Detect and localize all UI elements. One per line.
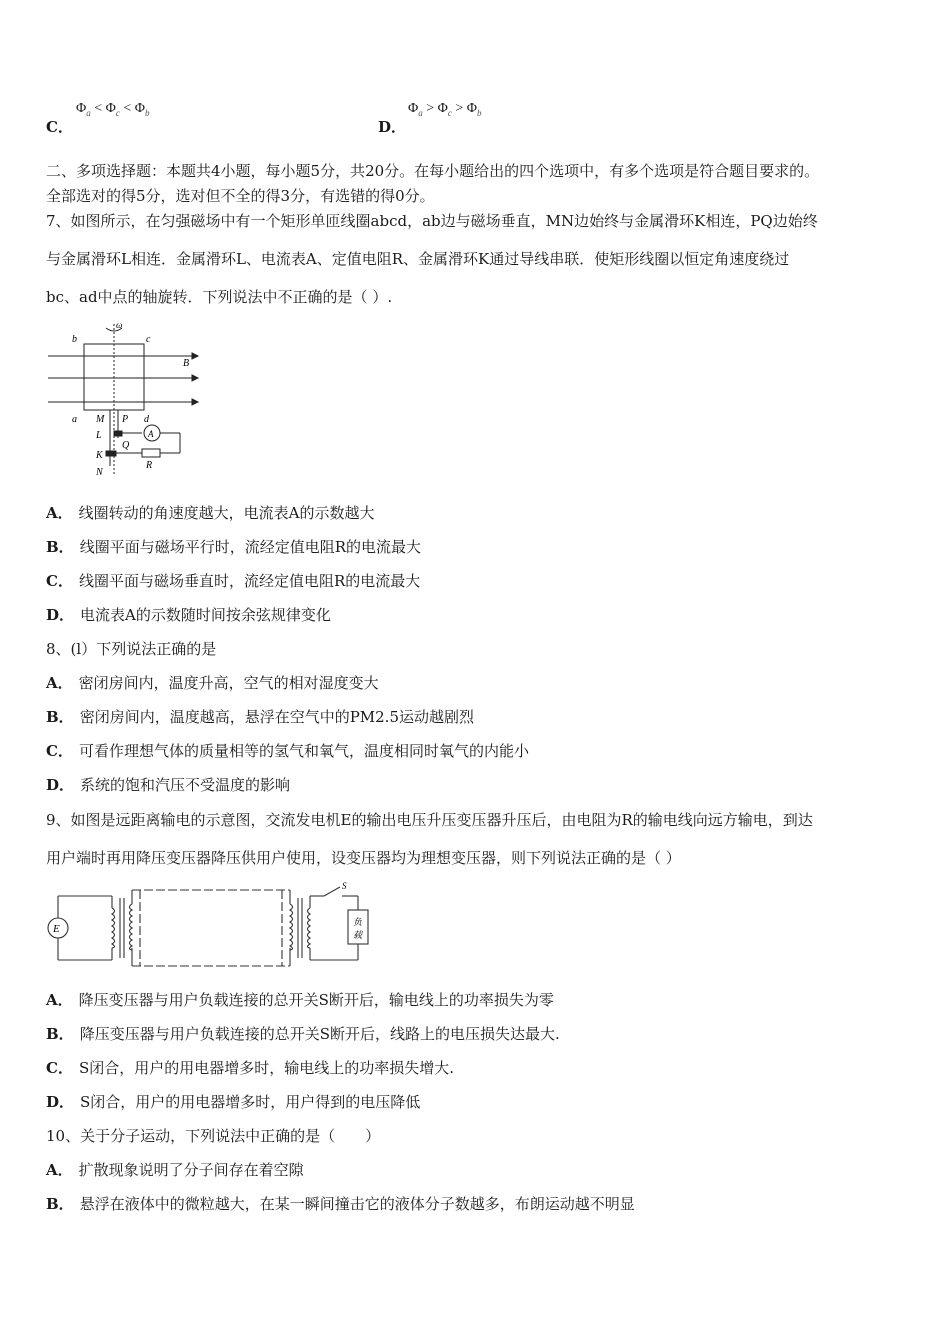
fig7-label-R: R [146,460,153,471]
fig7-label-d: d [144,414,149,425]
fig9-switch-label: S [342,881,347,891]
q7-stem-line2: 与金属滑环L相连．金属滑环L、电流表A、定值电阻R、金属滑环K通过导线串联．使矩形线圈以恒定角速度绕过 [46,250,790,268]
q7-coil-figure [44,318,204,478]
fig7-label-N: N [96,467,103,478]
fig7-label-P: P [122,414,129,425]
q9-option-a: A． 降压变压器与用户负载连接的总开关S断开后，输电线上的功率损失为零 [46,991,554,1009]
fig7-label-ammeter: A [148,429,154,439]
section2-line1: 二、多项选择题：本题共4小题，每小题5分，共20分。在每小题给出的四个选项中，有多个选项是符合题目要求的。 [46,162,820,180]
q7-option-b: B． 线圈平面与磁场平行时，流经定值电阻R的电流最大 [46,538,421,556]
q9-stem-line1: 9、如图是远距离输电的示意图，交流发电机E的输出电压升压变压器升压后，由电阻为R的输电线向远方输电，到达 [46,811,813,829]
fig7-label-c: c [146,334,151,345]
q9-option-b: B． 降压变压器与用户负载连接的总开关S断开后，线路上的电压损失达最大. [46,1025,560,1043]
fig7-label-field: B [183,358,190,369]
q8-option-a: A． 密闭房间内，温度升高，空气的相对湿度变大 [46,674,379,692]
fig9-generator-label: E [53,923,60,935]
q8-option-c: C． 可看作理想气体的质量相等的氢气和氧气，温度相同时氧气的内能小 [46,742,529,760]
fig7-label-M: M [96,414,105,425]
fig7-label-L: L [96,430,102,441]
q10-option-a: A． 扩散现象说明了分子间存在着空隙 [46,1161,304,1179]
q10-option-b: B． 悬浮在液体中的微粒越大，在某一瞬间撞击它的液体分子数越多，布朗运动越不明显 [46,1195,635,1213]
fig7-label-K: K [96,450,103,461]
q9-option-c: C． S闭合，用户的用电器增多时，输电线上的功率损失增大. [46,1059,454,1077]
q9-option-d: D． S闭合，用户的用电器增多时，用户得到的电压降低 [46,1093,421,1111]
q6-option-c-label: C． [46,118,73,136]
q7-option-a: A． 线圈转动的角速度越大，电流表A的示数越大 [46,504,375,522]
q7-option-d: D． 电流表A的示数随时间按余弦规律变化 [46,606,331,624]
q7-stem-line1: 7、如图所示，在匀强磁场中有一个矩形单匝线圈abcd，ab边与磁场垂直，MN边始终与金属滑环K相连，PQ边始终 [46,212,818,230]
q6-option-d-formula: $\Phi_a > \Phi_c > \Phi_b$ [408,101,482,118]
q8-stem: 8、(l）下列说法正确的是 [46,640,217,658]
section2-line2: 全部选对的得5分，选对但不全的得3分，有选错的得0分。 [46,187,435,205]
fig9-load-label-1: 负 [353,917,363,927]
q7-stem-line3: bc、ad中点的轴旋转．下列说法中不正确的是（ ）. [46,288,393,306]
q8-option-d: D． 系统的饱和汽压不受温度的影响 [46,776,291,794]
q7-option-c: C． 线圈平面与磁场垂直时，流经定值电阻R的电流最大 [46,572,421,590]
fig7-label-Q: Q [122,440,130,451]
q6-option-d-label: D． [378,118,407,136]
q8-option-b: B． 密闭房间内，温度越高，悬浮在空气中的PM2.5运动越剧烈 [46,708,474,726]
fig7-label-omega: ω [116,320,123,330]
fig7-label-b: b [72,334,77,345]
q9-transmission-figure [44,880,384,968]
q6-option-c-formula: $\Phi_a < \Phi_c < \Phi_b$ [76,101,150,118]
q10-stem: 10、关于分子运动，下列说法中正确的是（ ） [46,1127,381,1145]
fig9-load-label-2: 载 [353,930,363,940]
q9-stem-line2: 用户端时再用降压变压器降压供用户使用，设变压器均为理想变压器，则下列说法正确的是（ ） [46,849,681,867]
fig7-label-a: a [72,414,77,425]
